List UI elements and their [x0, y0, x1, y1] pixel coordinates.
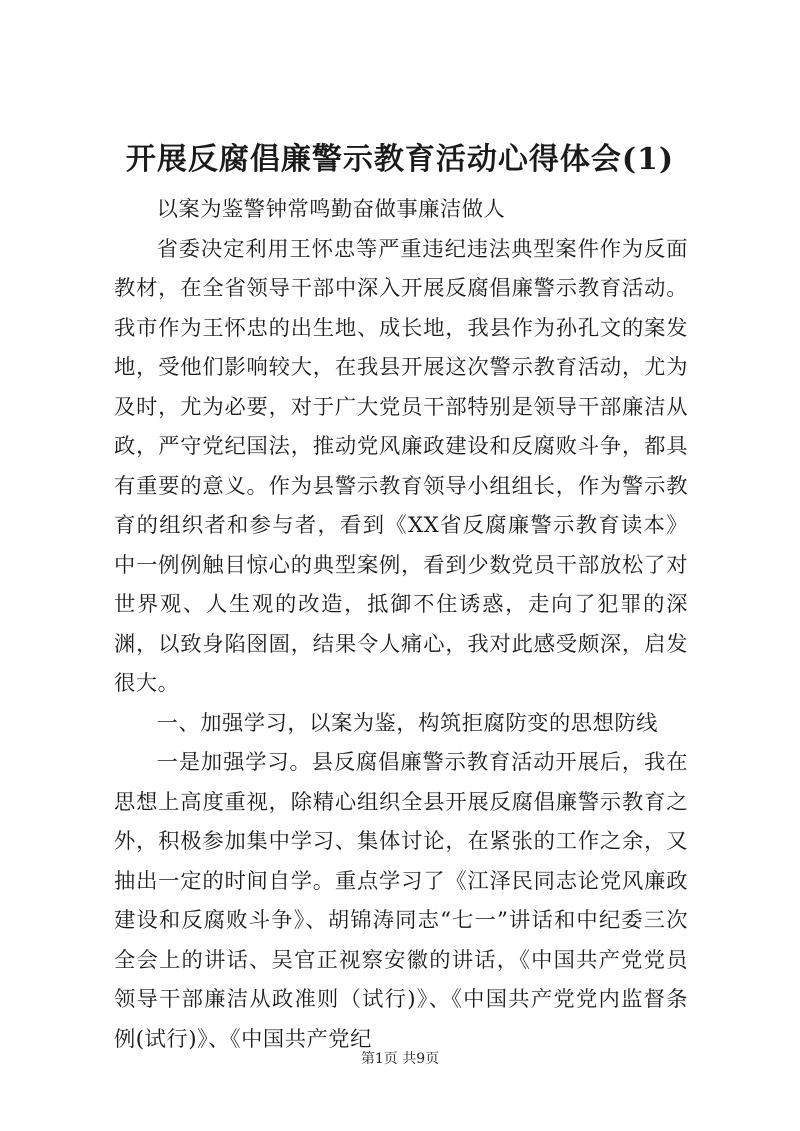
body-paragraph: 省委决定利用王怀忠等严重违纪违法典型案件作为反面教材，在全省领导干部中深入开展反腐倡廉警示教育活动。我市作为王怀忠的出生地、成长地，我县作为孙孔文的案发地，受他们影响较大，在我县开展这次警示教育活动，尤为及时，尤为必要，对于广大党员干部特别是领导干部廉洁从政，严守党纪国法，推动党风廉政建设和反腐败斗争，都具有重要的意义。作为县警示教育领导小组组长，作为警示教育的组织者和参与者，看到《XX省反腐廉警示教育读本》中一例例触目惊心的典型案例，看到少数党员干部放松了对世界观、人生观的改造，抵御不住诱惑，走向了犯罪的深渊，以致身陷囹圄，结果令人痛心，我对此感受颇深，启发很大。	[114, 236, 688, 696]
page-title: 开展反腐倡廉警示教育活动心得体会(1)	[125, 142, 675, 177]
subtitle-paragraph: 以案为鉴警钟常鸣勤奋做事廉洁做人	[156, 197, 506, 222]
section-heading: 一、加强学习，以案为鉴，构筑拒腐防变的思想防线	[156, 710, 658, 736]
document-body	[114, 190, 688, 1059]
body-paragraph: 一是加强学习。县反腐倡廉警示教育活动开展后，我在思想上高度重视，除精心组织全县开展反腐倡廉警示教育之外，积极参加集中学习、集体讨论，在紧张的工作之余，又抽出一定的时间自学。重点学习了《江泽民同志论党风廉政建设和反腐败斗争》、胡锦涛同志“七一”讲话和中纪委三次全会上的讲话、吴官正视察安徽的讲话，《中国共产党党员领导干部廉洁从政准则（试行)》、《中国共产党党内监督条例(试行)》、《中国共产党纪	[114, 750, 688, 1052]
page-number-footer: 第1页 共9页	[360, 1051, 440, 1067]
